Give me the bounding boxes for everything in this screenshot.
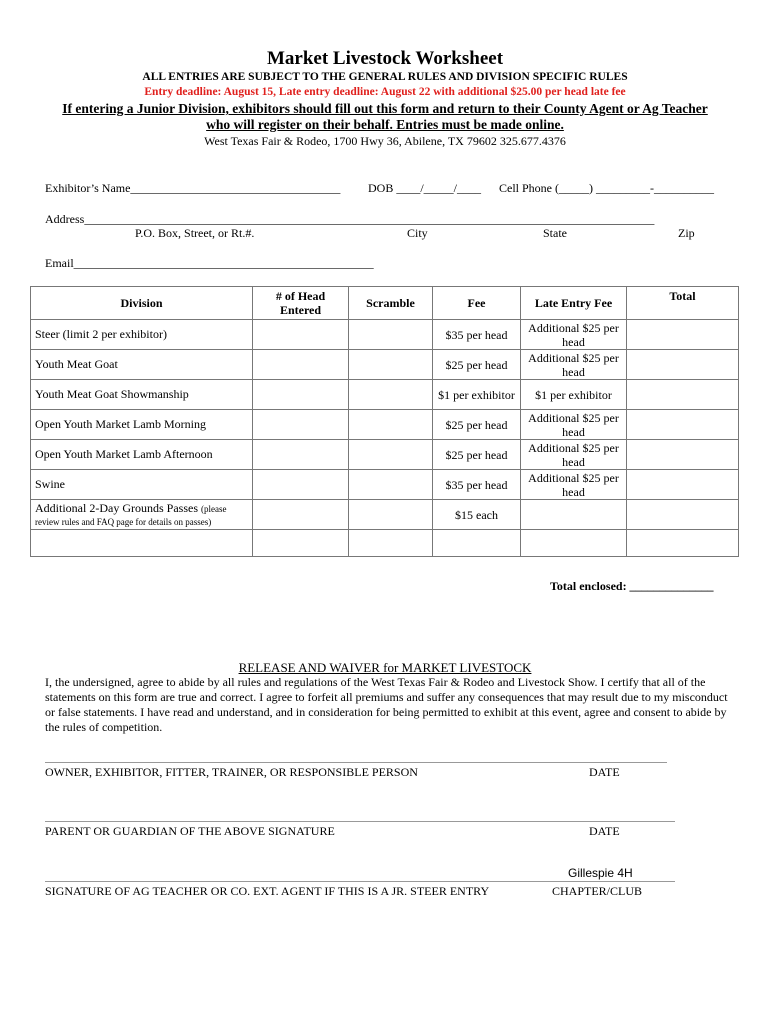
cell-phone-field[interactable]: Cell Phone (_____) _________-__________ [499,181,714,195]
header-late-fee: Late Entry Fee [521,287,627,320]
zip-label: Zip [678,226,695,240]
header-division: Division [31,287,253,320]
late-fee-cell: $1 per exhibitor [521,380,627,410]
fee-cell: $25 per head [433,410,521,440]
page-title: Market Livestock Worksheet [266,48,504,69]
division-cell: Swine [31,470,253,500]
rules-notice: ALL ENTRIES ARE SUBJECT TO THE GENERAL RULES AND DIVISION SPECIFIC RULES [142,71,628,83]
address-field[interactable]: Address_______________________________________________________________________________________________ [45,212,655,226]
total-cell[interactable] [627,410,739,440]
fee-cell: $35 per head [433,470,521,500]
head-entered-cell[interactable] [253,470,349,500]
head-entered-cell[interactable] [253,500,349,530]
scramble-cell[interactable] [349,500,433,530]
head-entered-cell[interactable] [253,320,349,350]
late-fee-cell [521,500,627,530]
table-row [31,320,739,350]
head-entered-cell[interactable] [253,410,349,440]
owner-signature-line[interactable] [45,762,667,763]
release-title: RELEASE AND WAIVER for MARKET LIVESTOCK [238,660,532,675]
scramble-cell[interactable] [349,410,433,440]
parent-signature-line[interactable] [45,821,675,822]
header-head-entered-text: # of Head Entered [275,289,326,317]
total-cell[interactable] [627,530,739,557]
head-entered-cell[interactable] [253,530,349,557]
late-fee-cell: Additional $25 per head [521,410,627,440]
total-cell[interactable] [627,380,739,410]
division-cell: Open Youth Market Lamb Morning [31,410,253,440]
junior-notice-line-1: If entering a Junior Division, exhibitors should fill out this form and return to their County Agent or Ag Teacher [62,101,708,116]
division-name: Additional 2-Day Grounds Passes [35,500,198,515]
table-row [31,500,739,530]
total-cell[interactable] [627,350,739,380]
dob-field[interactable]: DOB ____/_____/____ [368,181,482,195]
table-row [31,410,739,440]
table-row [31,380,739,410]
state-label: State [543,226,567,240]
table-row [31,530,739,557]
scramble-cell[interactable] [349,530,433,557]
scramble-cell[interactable] [349,350,433,380]
header-fee: Fee [433,287,521,320]
late-fee-cell: Additional $25 per head [521,320,627,350]
late-fee-cell[interactable] [521,530,627,557]
division-cell [31,500,253,530]
total-enclosed-field[interactable]: Total enclosed: ______________ [550,579,714,593]
fee-cell: $25 per head [433,440,521,470]
header-scramble: Scramble [349,287,433,320]
organization-address: West Texas Fair & Rodeo, 1700 Hwy 36, Abilene, TX 79602 325.677.4376 [204,134,566,148]
fee-cell[interactable] [433,530,521,557]
head-entered-cell[interactable] [253,440,349,470]
late-fee-cell: Additional $25 per head [521,350,627,380]
table-row [31,470,739,500]
total-cell[interactable] [627,440,739,470]
total-cell[interactable] [627,470,739,500]
teacher-signature-line[interactable] [45,881,675,882]
fee-cell: $25 per head [433,350,521,380]
division-note: (please review rules and FAQ page for details on passes) [35,503,227,527]
table-row [31,440,739,470]
email-field[interactable]: Email__________________________________________________ [45,256,374,270]
fee-cell: $35 per head [433,320,521,350]
scramble-cell[interactable] [349,380,433,410]
entry-table [30,286,739,557]
exhibitor-name-field[interactable]: Exhibitor’s Name___________________________________ [45,181,341,195]
division-cell: Open Youth Market Lamb Afternoon [31,440,253,470]
release-text: I, the undersigned, agree to abide by all rules and regulations of the West Texas Fair & Rodeo and Livestock Show. I certify that all of the statements on this form are true and correct. I agree to forfeit all premiums and suffer any consequences that may result due to my misconduct or false statements. I have read and understand, and in consideration for being permitted to exhibit at this event, agree and consent to abide by the rules of competition. [45,675,728,734]
header-head-entered [253,287,349,320]
head-entered-cell[interactable] [253,350,349,380]
division-cell: Steer (limit 2 per exhibitor) [31,320,253,350]
owner-date-label: DATE [589,765,620,779]
scramble-cell[interactable] [349,470,433,500]
parent-signature-label: PARENT OR GUARDIAN OF THE ABOVE SIGNATURE [45,824,335,838]
table-row [31,350,739,380]
chapter-club-value[interactable]: Gillespie 4H [568,866,633,880]
junior-division-notice [0,101,770,133]
total-cell[interactable] [627,500,739,530]
late-fee-cell: Additional $25 per head [521,440,627,470]
head-entered-cell[interactable] [253,380,349,410]
late-fee-cell: Additional $25 per head [521,470,627,500]
owner-signature-label: OWNER, EXHIBITOR, FITTER, TRAINER, OR RESPONSIBLE PERSON [45,765,418,779]
junior-notice-line-2: who will register on their behalf. Entries must be made online. [206,117,564,132]
teacher-signature-label: SIGNATURE OF AG TEACHER OR CO. EXT. AGENT IF THIS IS A JR. STEER ENTRY [45,884,490,898]
division-cell: Youth Meat Goat [31,350,253,380]
scramble-cell[interactable] [349,320,433,350]
deadline-notice: Entry deadline: August 15, Late entry deadline: August 22 with additional $25.00 per head late fee [144,86,626,98]
division-cell[interactable] [31,530,253,557]
header-total: Total [627,287,739,320]
city-label: City [407,226,428,240]
table-header-row [31,287,739,320]
total-cell[interactable] [627,320,739,350]
scramble-cell[interactable] [349,440,433,470]
division-cell: Youth Meat Goat Showmanship [31,380,253,410]
parent-date-label: DATE [589,824,620,838]
po-box-label: P.O. Box, Street, or Rt.#. [135,226,255,240]
fee-cell: $1 per exhibitor [433,380,521,410]
chapter-club-label: CHAPTER/CLUB [552,884,643,898]
fee-cell: $15 each [433,500,521,530]
